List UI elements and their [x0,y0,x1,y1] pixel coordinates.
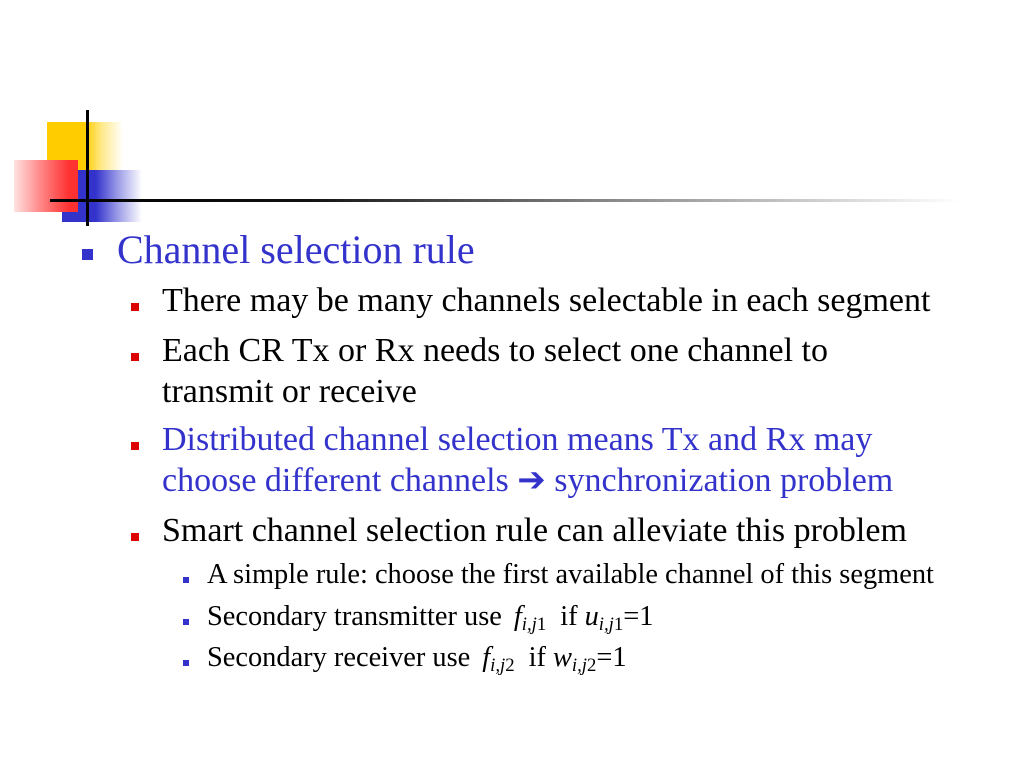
subscript-number: 1 [613,614,624,636]
equals-value: =1 [596,642,627,673]
red-square-bullet-icon [131,353,139,361]
subscript-indices: i,j [598,614,614,636]
frequency-subscript [490,655,514,676]
flag-variable: u [584,601,599,632]
condition-word: if [528,642,546,673]
bullet-point [162,331,828,413]
condition-word: if [560,601,578,632]
red-square-decoration [14,160,78,212]
vertical-rule-decoration [86,110,89,226]
blue-square-bullet-icon [82,249,93,260]
subscript-indices: i,j [571,655,587,677]
frequency-subscript [522,614,546,635]
sub-bullet-point [207,641,627,675]
blue-square-bullet-icon [183,619,189,625]
flag-subscript [599,614,623,635]
equals-value: =1 [623,601,654,632]
red-square-bullet-icon [131,303,139,311]
red-square-bullet-icon [131,533,139,541]
flag-subscript [572,655,596,676]
frequency-variable: f [482,642,491,673]
sub-bullet-text: Secondary transmitter use [207,601,502,632]
bullet-line: choose different channels ➔ synchronization problem [162,461,894,499]
bullet-line: There may be many channels selectable in each segment [162,282,931,319]
bullet-line: Each CR Tx or Rx needs to select one channel to [162,332,828,369]
subscript-indices: i,j [490,655,506,677]
sub-bullet-text: A simple rule: choose the first available channel of this segment [207,559,934,590]
subscript-indices: i,j [521,614,537,636]
sub-bullet-point [207,600,653,634]
blue-square-bullet-icon [183,660,189,666]
bullet-point [162,511,907,552]
flag-variable: w [552,642,572,673]
bullet-line: transmit or receive [162,372,417,410]
heading-bullet-text: Channel selection rule [117,227,475,272]
bullet-line: Smart channel selection rule can alleviate this problem [162,512,907,549]
bullet-point-highlighted [162,420,893,502]
title-divider-line [50,199,960,202]
blue-square-bullet-icon [183,577,189,583]
sub-bullet-point [207,558,934,592]
bullet-line: Distributed channel selection means Tx and Rx may [162,421,873,458]
bullet-point [162,281,930,322]
sub-bullet-text: Secondary receiver use [207,642,471,673]
frequency-variable: f [513,601,522,632]
subscript-number: 1 [536,614,547,636]
red-square-bullet-icon [131,442,139,450]
subscript-number: 2 [505,655,515,677]
subscript-number: 2 [587,655,597,677]
